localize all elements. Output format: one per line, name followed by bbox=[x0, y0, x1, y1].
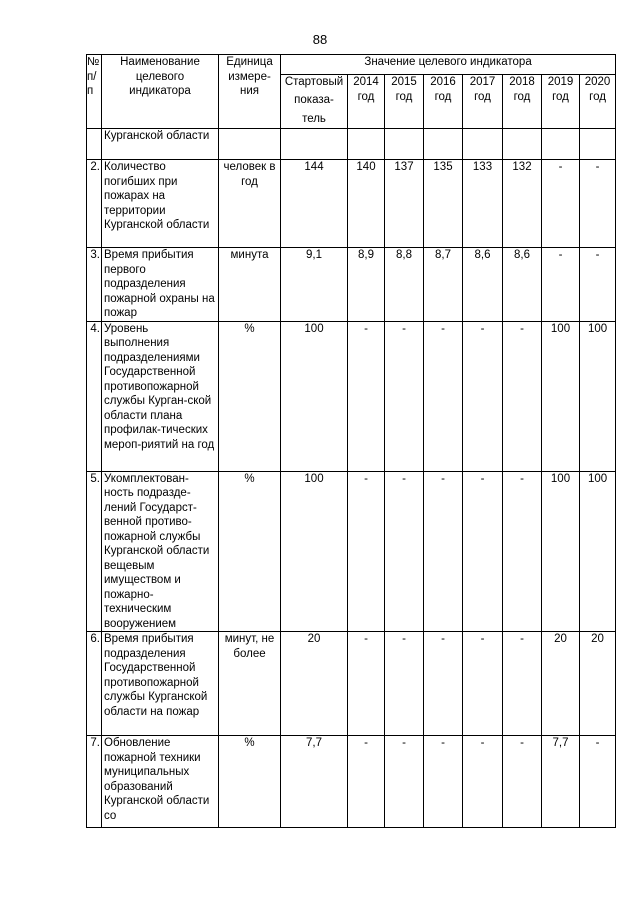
row-val-2014: - bbox=[348, 321, 385, 471]
row-val-2015: 137 bbox=[385, 160, 424, 248]
row-val-2020: 100 bbox=[580, 321, 616, 471]
row-name: Время прибытия первого подразделения пожарной охраны на пожар bbox=[102, 248, 219, 322]
row-val-2017: 8,6 bbox=[463, 248, 503, 322]
header-year-2015: 2015 год bbox=[385, 75, 424, 129]
row-val-2018: - bbox=[503, 321, 542, 471]
row-val-2020: - bbox=[580, 248, 616, 322]
row-val-2014 bbox=[348, 129, 385, 160]
row-val-2018: 8,6 bbox=[503, 248, 542, 322]
row-start: 20 bbox=[281, 632, 348, 736]
row-val-2014: 140 bbox=[348, 160, 385, 248]
row-val-2018: - bbox=[503, 736, 542, 828]
header-year-2020: 2020 год bbox=[580, 75, 616, 129]
row-num: 4. bbox=[87, 321, 102, 471]
row-unit: минут, не более bbox=[219, 632, 281, 736]
row-val-2018 bbox=[503, 129, 542, 160]
header-start-line-2: показа- bbox=[294, 93, 334, 106]
row-val-2014: - bbox=[348, 471, 385, 632]
row-val-2019: 7,7 bbox=[542, 736, 580, 828]
indicator-table bbox=[86, 54, 616, 828]
header-start-line-3: тель bbox=[302, 113, 326, 125]
row-start: 7,7 bbox=[281, 736, 348, 828]
header-year-2017: 2017 год bbox=[463, 75, 503, 129]
header-num: № п/п bbox=[87, 55, 102, 129]
row-num: 6. bbox=[87, 632, 102, 736]
row-val-2020: - bbox=[580, 736, 616, 828]
header-year-2018: 2018 год bbox=[503, 75, 542, 129]
row-unit: % bbox=[219, 321, 281, 471]
row-name: Курганской области bbox=[102, 129, 219, 160]
table-row bbox=[87, 160, 616, 248]
header-start bbox=[281, 75, 348, 129]
row-start: 9,1 bbox=[281, 248, 348, 322]
table-row bbox=[87, 248, 616, 322]
row-start: 100 bbox=[281, 471, 348, 632]
row-name: Уровень выполнения подразделениями Государственной противопожарной службы Курган-ской области плана профилак-тических мероп-риятий на год bbox=[102, 321, 219, 471]
row-val-2016: 8,7 bbox=[424, 248, 463, 322]
row-val-2019: - bbox=[542, 248, 580, 322]
row-val-2019: - bbox=[542, 160, 580, 248]
row-name: Время прибытия подразделения Государственной противопожарной службы Курганской области на пожар bbox=[102, 632, 219, 736]
row-val-2016: 135 bbox=[424, 160, 463, 248]
table-row bbox=[87, 321, 616, 471]
header-start-line-1: Стартовый bbox=[284, 76, 344, 88]
row-val-2016: - bbox=[424, 471, 463, 632]
row-start: 100 bbox=[281, 321, 348, 471]
row-val-2020: 20 bbox=[580, 632, 616, 736]
table-row bbox=[87, 129, 616, 160]
row-val-2014: - bbox=[348, 632, 385, 736]
row-val-2017: - bbox=[463, 632, 503, 736]
row-val-2020 bbox=[580, 129, 616, 160]
row-val-2019: 100 bbox=[542, 321, 580, 471]
header-year-2019: 2019 год bbox=[542, 75, 580, 129]
row-val-2017 bbox=[463, 129, 503, 160]
row-val-2015 bbox=[385, 129, 424, 160]
row-val-2020: 100 bbox=[580, 471, 616, 632]
header-year-2016: 2016 год bbox=[424, 75, 463, 129]
row-val-2016: - bbox=[424, 321, 463, 471]
row-val-2016: - bbox=[424, 632, 463, 736]
row-val-2019: 100 bbox=[542, 471, 580, 632]
row-start bbox=[281, 129, 348, 160]
row-val-2019 bbox=[542, 129, 580, 160]
row-num: 5. bbox=[87, 471, 102, 632]
row-val-2018: - bbox=[503, 471, 542, 632]
row-val-2019: 20 bbox=[542, 632, 580, 736]
row-val-2017: - bbox=[463, 736, 503, 828]
row-val-2014: - bbox=[348, 736, 385, 828]
row-val-2015: 8,8 bbox=[385, 248, 424, 322]
row-name: Количество погибших при пожарах на территории Курганской области bbox=[102, 160, 219, 248]
row-val-2015: - bbox=[385, 321, 424, 471]
row-name: Обновление пожарной техники муниципальных образований Курганской области со bbox=[102, 736, 219, 828]
row-unit: минута bbox=[219, 248, 281, 322]
row-unit: % bbox=[219, 736, 281, 828]
table-row bbox=[87, 736, 616, 828]
row-val-2018: 132 bbox=[503, 160, 542, 248]
row-val-2015: - bbox=[385, 736, 424, 828]
row-val-2020: - bbox=[580, 160, 616, 248]
row-num: 7. bbox=[87, 736, 102, 828]
row-unit bbox=[219, 129, 281, 160]
header-unit: Единица измере-ния bbox=[219, 55, 281, 129]
header-name: Наименование целевого индикатора bbox=[102, 55, 219, 129]
row-val-2015: - bbox=[385, 471, 424, 632]
row-name: Укомплектован-ность подразде-лений Государст-венной противо-пожарной службы Курганской области вещевым имуществом и пожарно-техническим вооружением bbox=[102, 471, 219, 632]
row-start: 144 bbox=[281, 160, 348, 248]
table-row bbox=[87, 632, 616, 736]
row-val-2015: - bbox=[385, 632, 424, 736]
row-val-2017: - bbox=[463, 471, 503, 632]
row-val-2017: 133 bbox=[463, 160, 503, 248]
page-number: 88 bbox=[312, 32, 328, 47]
header-year-2014: 2014 год bbox=[348, 75, 385, 129]
row-num bbox=[87, 129, 102, 160]
table-row bbox=[87, 471, 616, 632]
row-unit: человек в год bbox=[219, 160, 281, 248]
row-num: 2. bbox=[87, 160, 102, 248]
row-val-2016 bbox=[424, 129, 463, 160]
row-val-2017: - bbox=[463, 321, 503, 471]
row-val-2016: - bbox=[424, 736, 463, 828]
header-row-1 bbox=[87, 55, 616, 75]
row-num: 3. bbox=[87, 248, 102, 322]
row-val-2014: 8,9 bbox=[348, 248, 385, 322]
header-values-title: Значение целевого индикатора bbox=[281, 55, 616, 75]
row-val-2018: - bbox=[503, 632, 542, 736]
row-unit: % bbox=[219, 471, 281, 632]
